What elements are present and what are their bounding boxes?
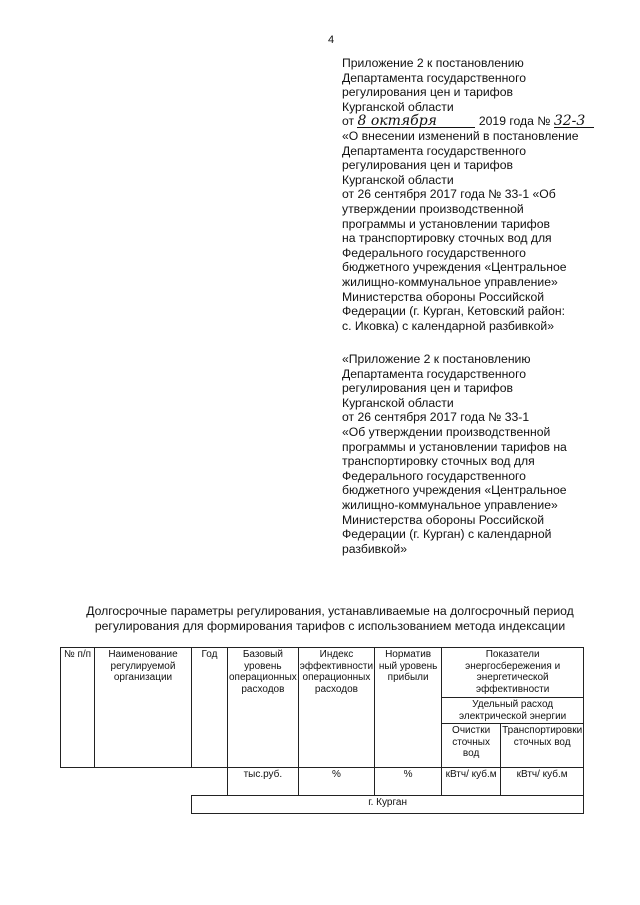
parameters-table: [60, 647, 584, 814]
header-year: Год: [192, 648, 228, 768]
units-empty: [95, 768, 192, 796]
date-prefix: от: [342, 114, 355, 129]
appendix-line: бюджетного учреждения «Центральное: [342, 260, 567, 275]
quoted-line: Курганской области: [342, 395, 454, 410]
header-base: Базовый уровень операционных расходов: [228, 648, 299, 768]
quoted-line: программы и установлении тарифов на: [342, 439, 567, 454]
quoted-line: регулирования цен и тарифов: [342, 381, 513, 396]
appendix-line: Курганской области: [342, 99, 454, 114]
unit-index: %: [298, 768, 374, 796]
appendix-line: на транспортировку сточных вод для: [342, 231, 552, 246]
header-index: Индекс эффективности операционных расходов: [298, 648, 374, 768]
quoted-line: Федерального государственного: [342, 468, 526, 483]
units-empty: [192, 768, 228, 796]
quoted-line: «Приложение 2 к постановлению: [342, 352, 531, 366]
appendix-line: регулирования цен и тарифов: [342, 158, 513, 173]
quoted-line: «Об утверждении производственной: [342, 424, 551, 439]
quoted-line: Федерации (г. Курган) с календарной: [342, 527, 552, 542]
unit-norm: %: [375, 768, 442, 796]
header-transport: Транспортировки сточных вод: [501, 724, 584, 768]
header-norm: Норматив ный уровень прибыли: [375, 648, 442, 768]
page-number: 4: [328, 34, 335, 46]
appendix-line: регулирования цен и тарифов: [342, 85, 513, 100]
quoted-line: от 26 сентября 2017 года № 33-1: [342, 410, 530, 425]
appendix-line: Министерства обороны Российской: [342, 289, 545, 304]
quoted-line: жилищно-коммунальное управление»: [342, 497, 558, 512]
quoted-appendix: [342, 352, 622, 556]
appendix-date-line: [342, 114, 622, 129]
unit-transport: кВтч/ куб.м: [501, 768, 584, 796]
units-empty: [61, 768, 95, 796]
appendix-line: Приложение 2 к постановлению: [342, 56, 524, 70]
handwritten-number: 32-3: [554, 115, 594, 128]
appendix-line: утверждении производственной: [342, 201, 524, 216]
appendix-line: Федерального государственного: [342, 245, 526, 260]
quoted-line: Департамента государственного: [342, 366, 527, 381]
header-cleaning: Очистки сточных вод: [442, 724, 501, 768]
date-year: 2019 года №: [478, 114, 551, 129]
header-indicators: Показатели энергосбережения и энергетической эффективности: [442, 648, 584, 698]
section-title-line: Долгосрочные параметры регулирования, устанавливаемые на долгосрочный период: [86, 604, 574, 618]
quoted-line: Министерства обороны Российской: [342, 512, 545, 527]
unit-cleaning: кВтч/ куб.м: [442, 768, 501, 796]
appendix-line: жилищно-коммунальное управление»: [342, 274, 558, 289]
appendix-line: программы и установлении тарифов: [342, 216, 550, 231]
appendix-line: от 26 сентября 2017 года № 33-1 «Об: [342, 187, 556, 202]
appendix-line: Департамента государственного: [342, 70, 527, 85]
city-empty: [61, 796, 95, 814]
quoted-line: транспортировку сточных вод для: [342, 454, 535, 469]
unit-base: тыс.руб.: [228, 768, 299, 796]
header-org: Наименование регулируемой организации: [95, 648, 192, 768]
appendix-line: Федерации (г. Курган, Кетовский район:: [342, 304, 566, 319]
section-title-line: регулирования для формирования тарифов с использованием метода индексации: [94, 619, 566, 633]
handwritten-date: 8 октября: [357, 115, 475, 128]
city-row: г. Курган: [192, 796, 584, 814]
appendix-line: с. Иковка) с календарной разбивкой»: [342, 318, 554, 333]
quoted-line: бюджетного учреждения «Центральное: [342, 483, 567, 498]
quoted-line: разбивкой»: [342, 541, 407, 556]
appendix-line: Курганской области: [342, 172, 454, 187]
appendix-line: Департамента государственного: [342, 143, 527, 158]
city-empty: [95, 796, 192, 814]
appendix-header: [342, 56, 622, 333]
header-num: № п/п: [61, 648, 95, 768]
appendix-line: «О внесении изменений в постановление: [342, 128, 579, 143]
header-specific: Удельный расход электрической энергии: [442, 698, 584, 724]
section-title: [40, 604, 620, 634]
